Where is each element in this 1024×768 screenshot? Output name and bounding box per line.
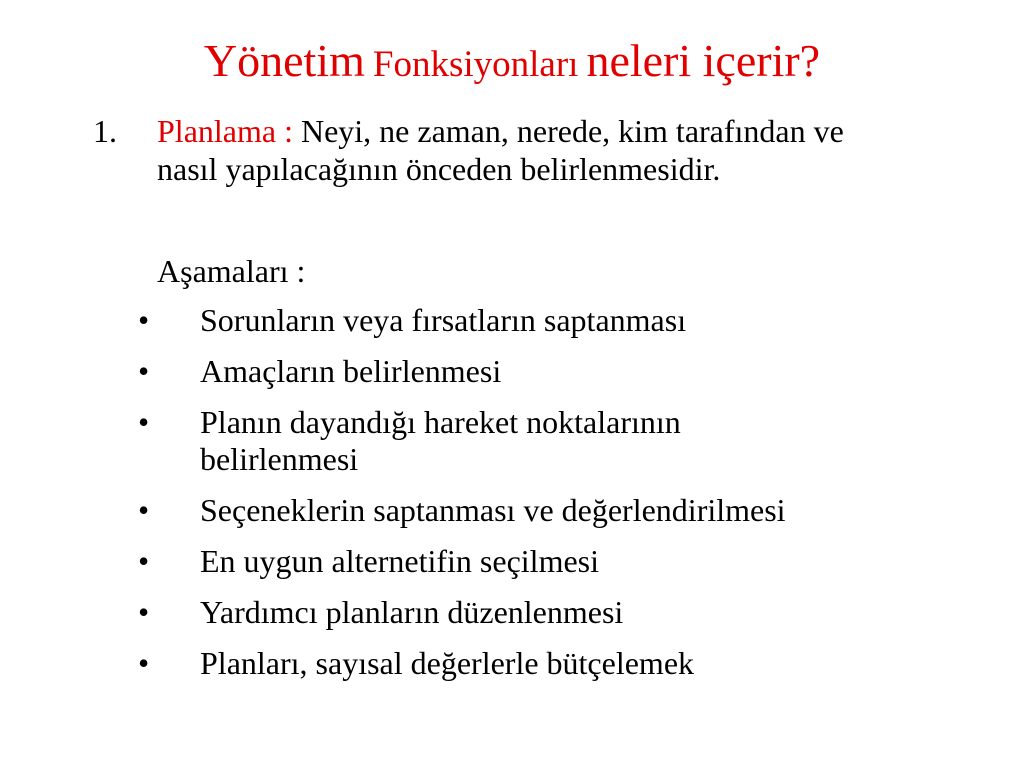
bullet-icon: • (138, 492, 150, 528)
list-item (138, 492, 958, 529)
list-item (138, 302, 958, 339)
list-item (138, 645, 958, 682)
list-item (138, 353, 958, 390)
item-body (157, 112, 847, 188)
slide-title (0, 35, 1024, 86)
stages-list (138, 302, 958, 696)
title-part-3: neleri içerir? (586, 35, 821, 86)
item-number: 1. (93, 113, 117, 149)
list-item-text: Planın dayandığı hareket noktalarının belirlenmesi (200, 404, 681, 477)
bullet-icon: • (138, 404, 150, 440)
list-item-text: Yardımcı planların düzenlenmesi (200, 594, 624, 630)
list-item (138, 404, 958, 478)
list-item (138, 543, 958, 580)
list-item (138, 594, 958, 631)
list-item-text: Amaçların belirlenmesi (200, 353, 502, 389)
list-item-text: Planları, sayısal değerlerle bütçelemek (200, 645, 695, 681)
numbered-item-planlama (93, 112, 953, 188)
bullet-icon: • (138, 543, 150, 579)
stages-heading: Aşamaları : (157, 253, 306, 289)
list-item-text: Sorunların veya fırsatların saptanması (200, 302, 687, 338)
bullet-icon: • (138, 594, 150, 630)
item-text: Neyi, ne zaman, nerede, kim tarafından ve nasıl yapılacağının önceden belirlenmesidir. (157, 113, 844, 187)
bullet-icon: • (138, 302, 150, 338)
item-label: Planlama : (157, 113, 293, 149)
title-part-1: Yönetim (203, 35, 365, 86)
bullet-icon: • (138, 353, 150, 389)
title-part-2: Fonksiyonları (372, 44, 579, 85)
bullet-icon: • (138, 645, 150, 681)
list-item-text: Seçeneklerin saptanması ve değerlendirilmesi (200, 492, 786, 528)
list-item-text: En uygun alternetifin seçilmesi (200, 543, 599, 579)
